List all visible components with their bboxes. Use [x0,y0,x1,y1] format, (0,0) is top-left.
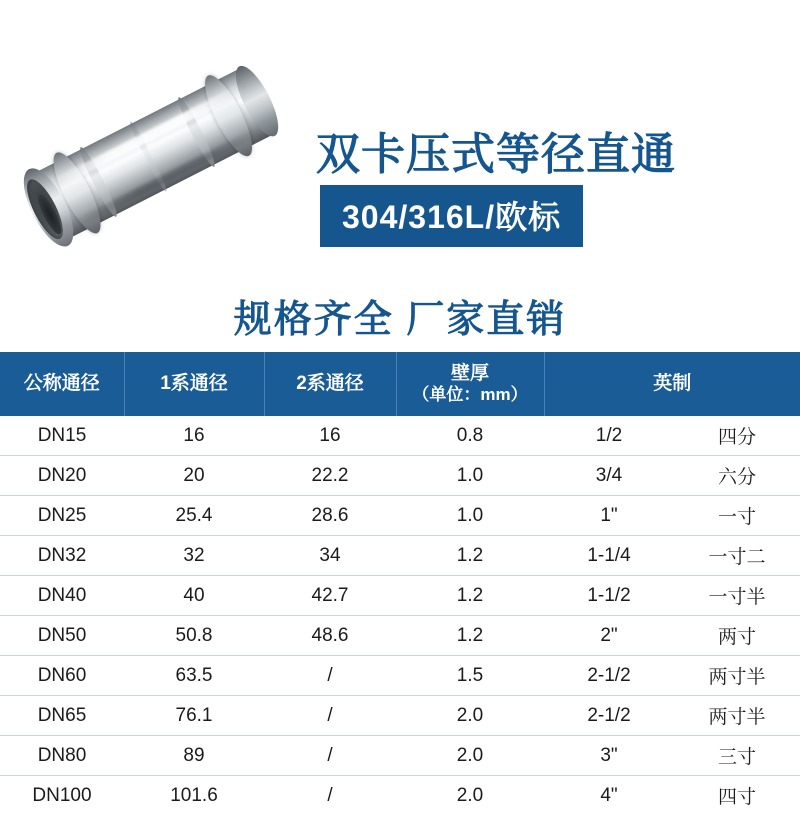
cell-imperial-chinese: 六分 [674,456,800,496]
cell-nominal-diameter: DN50 [0,616,124,656]
cell-imperial-fraction: 1-1/4 [544,536,674,576]
cell-series2-diameter: 42.7 [264,576,396,616]
cell-imperial-chinese: 一寸 [674,496,800,536]
table-row [0,456,800,496]
cell-wall-thickness: 1.2 [396,576,544,616]
coupling-bore-inner [35,192,66,237]
cell-imperial-fraction: 2" [544,616,674,656]
cell-imperial-chinese: 两寸半 [674,696,800,736]
table-row [0,536,800,576]
cell-series1-diameter: 101.6 [124,776,264,815]
header-series2-diameter-label: 2系通径 [296,373,364,395]
cell-series1-diameter: 20 [124,456,264,496]
specification-table [0,352,800,815]
cell-series2-diameter: 16 [264,416,396,456]
header-wall-thickness-unit: （单位：mm） [412,385,527,405]
cell-nominal-diameter: DN20 [0,456,124,496]
cell-imperial-fraction: 1/2 [544,416,674,456]
cell-nominal-diameter: DN40 [0,576,124,616]
table-row [0,416,800,456]
table-row [0,736,800,776]
cell-wall-thickness: 1.5 [396,656,544,696]
cell-series2-diameter: / [264,736,396,776]
table-row [0,616,800,656]
cell-imperial-fraction: 3/4 [544,456,674,496]
header-imperial-label: 英制 [653,373,691,395]
cell-nominal-diameter: DN25 [0,496,124,536]
cell-nominal-diameter: DN65 [0,696,124,736]
table-row [0,576,800,616]
cell-series1-diameter: 50.8 [124,616,264,656]
cell-wall-thickness: 1.2 [396,616,544,656]
cell-nominal-diameter: DN15 [0,416,124,456]
cell-imperial-fraction: 4" [544,776,674,815]
cell-wall-thickness: 1.2 [396,536,544,576]
table-row [0,656,800,696]
header-wall-thickness-label: 壁厚 [451,363,489,385]
cell-imperial-fraction: 2-1/2 [544,656,674,696]
header-wall-thickness [396,352,544,416]
product-image [8,55,298,250]
cell-nominal-diameter: DN60 [0,656,124,696]
table-row [0,696,800,736]
cell-wall-thickness: 1.0 [396,496,544,536]
cell-imperial-chinese: 三寸 [674,736,800,776]
cell-series1-diameter: 32 [124,536,264,576]
cell-series2-diameter: / [264,696,396,736]
cell-imperial-fraction: 1" [544,496,674,536]
cell-imperial-chinese: 一寸半 [674,576,800,616]
cell-imperial-chinese: 一寸二 [674,536,800,576]
cell-series1-diameter: 76.1 [124,696,264,736]
cell-imperial-fraction: 2-1/2 [544,696,674,736]
table-row [0,776,800,815]
cell-nominal-diameter: DN100 [0,776,124,815]
cell-series2-diameter: 22.2 [264,456,396,496]
cell-imperial-fraction: 1-1/2 [544,576,674,616]
cell-nominal-diameter: DN32 [0,536,124,576]
cell-wall-thickness: 0.8 [396,416,544,456]
subtitle: 规格齐全 厂家直销 [0,288,800,343]
hero-section [0,0,800,258]
cell-imperial-chinese: 两寸半 [674,656,800,696]
cell-series2-diameter: / [264,656,396,696]
cell-wall-thickness: 2.0 [396,776,544,815]
table-row [0,496,800,536]
header-series1-diameter [124,352,264,416]
cell-series1-diameter: 40 [124,576,264,616]
cell-series2-diameter: 28.6 [264,496,396,536]
cell-wall-thickness: 2.0 [396,696,544,736]
header-nominal-diameter [0,352,124,416]
page-title: 双卡压式等径直通 [316,118,676,182]
header-imperial [544,352,800,416]
cell-series2-diameter: / [264,776,396,815]
cell-series1-diameter: 89 [124,736,264,776]
cell-imperial-fraction: 3" [544,736,674,776]
cell-series1-diameter: 16 [124,416,264,456]
standard-badge: 304/316L/欧标 [320,185,583,247]
cell-series2-diameter: 34 [264,536,396,576]
table-body [0,416,800,815]
table-header-row [0,352,800,416]
cell-imperial-chinese: 四分 [674,416,800,456]
cell-imperial-chinese: 两寸 [674,616,800,656]
header-series2-diameter [264,352,396,416]
header-series1-diameter-label: 1系通径 [160,373,228,395]
cell-series1-diameter: 25.4 [124,496,264,536]
cell-series1-diameter: 63.5 [124,656,264,696]
cell-wall-thickness: 1.0 [396,456,544,496]
press-fit-coupling-illustration [0,13,313,292]
cell-nominal-diameter: DN80 [0,736,124,776]
cell-wall-thickness: 2.0 [396,736,544,776]
cell-imperial-chinese: 四寸 [674,776,800,815]
cell-series2-diameter: 48.6 [264,616,396,656]
header-nominal-diameter-label: 公称通径 [24,373,100,395]
